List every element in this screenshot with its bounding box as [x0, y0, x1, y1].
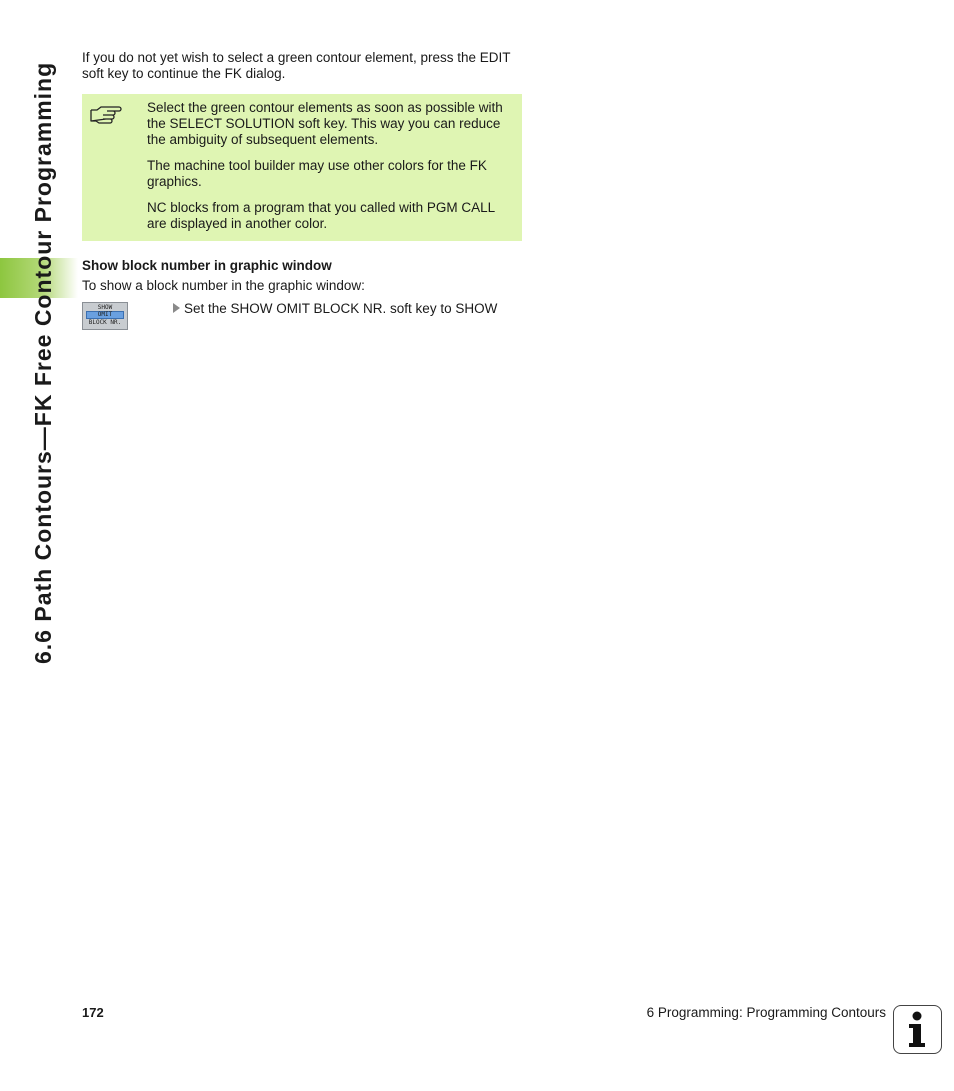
show-omit-block-nr-softkey[interactable]: [82, 302, 128, 330]
section-intro: To show a block number in the graphic window:: [82, 278, 365, 293]
note-paragraph: NC blocks from a program that you called with PGM CALL are displayed in another color.: [147, 200, 495, 231]
softkey-line: SHOW: [97, 304, 113, 311]
section-title: 6.6 Path Contours—FK Free Contour Programming: [30, 61, 56, 664]
instruction-step: [82, 300, 522, 330]
softkey-line-active: OMIT: [86, 311, 124, 319]
softkey-line: BLOCK NR.: [88, 319, 122, 326]
step-text-row: [173, 301, 497, 317]
page-number: 172: [82, 1005, 104, 1020]
chapter-title: 6 Programming: Programming Contours: [646, 1005, 886, 1020]
info-icon: [893, 1005, 942, 1054]
section-heading: Show block number in graphic window: [82, 258, 332, 273]
note-paragraph: The machine tool builder may use other colors for the FK graphics.: [147, 158, 487, 189]
arrow-bullet-icon: [173, 303, 180, 313]
intro-paragraph: If you do not yet wish to select a green contour element, press the EDIT soft key to continue the FK dialog.: [82, 50, 511, 81]
main-content: [82, 50, 522, 330]
step-text: Set the SHOW OMIT BLOCK NR. soft key to SHOW: [184, 301, 498, 316]
pointing-hand-icon: [89, 102, 125, 126]
note-paragraph: Select the green contour elements as soon as possible with the SELECT SOLUTION soft key. This way you can reduce the ambiguity of subsequent elements.: [147, 100, 503, 147]
note-box: [82, 94, 522, 241]
